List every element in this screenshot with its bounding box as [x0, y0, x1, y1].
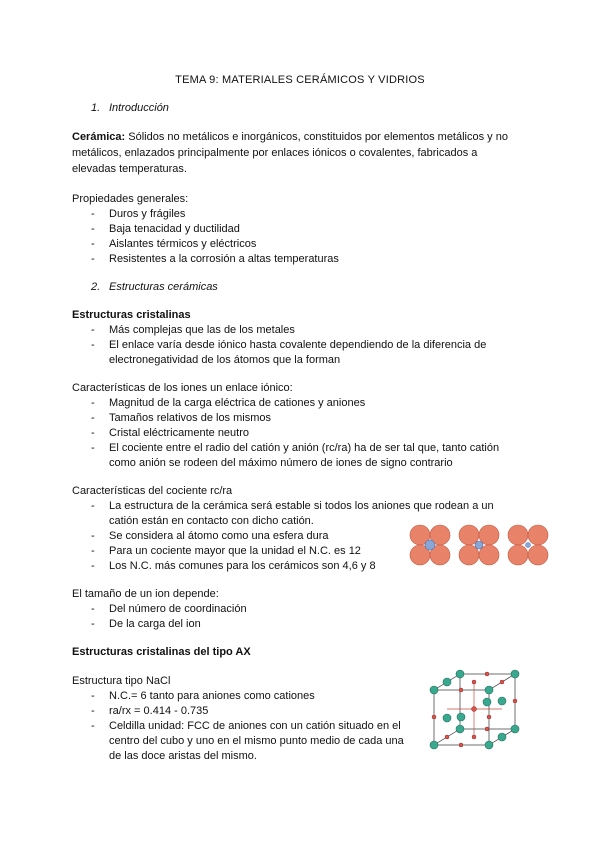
bullet-dash: -: [91, 238, 95, 250]
bullet-dash: -: [91, 324, 95, 336]
propiedades-item-4: Resistentes a la corrosión a altas temperaturas: [109, 253, 339, 265]
iones-heading: Características de los iones un enlace iónico:: [72, 382, 293, 394]
bullet-dash: -: [91, 339, 95, 351]
nacl-item-3-line1: Celdilla unidad: FCC de aniones con un catión situado en el: [109, 720, 401, 732]
bullet-dash: -: [91, 720, 95, 732]
section-1-label: Introducción: [109, 102, 169, 114]
bullet-dash: -: [91, 397, 95, 409]
bullet-dash: -: [91, 618, 95, 630]
propiedades-item-2: Baja tenacidad y ductilidad: [109, 223, 240, 235]
section-1-number: 1.: [91, 102, 101, 114]
coordination-spheres-figure: [405, 520, 565, 578]
nacl-item-3-line2: centro del cubo y uno en el mismo punto medio de cada una: [109, 735, 404, 747]
ax-heading: Estructuras cristalinas del tipo AX: [72, 646, 251, 658]
bullet-dash: -: [91, 427, 95, 439]
page-title: TEMA 9: MATERIALES CERÁMICOS Y VIDRIOS: [175, 74, 425, 86]
nacl-unit-cell-figure: [422, 668, 532, 756]
iones-item-3: Cristal eléctricamente neutro: [109, 427, 250, 439]
section-2-label: Estructuras cerámicas: [109, 281, 218, 293]
cociente-item-1-line2: catión están en contacto con dicho catión.: [109, 515, 314, 527]
bullet-dash: -: [91, 500, 95, 512]
section-2-number: 2.: [91, 281, 101, 293]
nacl-item-2: ra/rx = 0.414 - 0.735: [109, 705, 209, 717]
bullet-dash: -: [91, 545, 95, 557]
cociente-heading: Características del cociente rc/ra: [72, 485, 233, 497]
bullet-dash: -: [91, 412, 95, 424]
cristalinas-item-2-line1: El enlace varía desde iónico hasta covalente dependiendo de la diferencia de: [109, 339, 487, 351]
propiedades-heading: Propiedades generales:: [72, 193, 189, 205]
ceramica-term: Cerámica:: [72, 131, 126, 143]
cociente-item-3: Para un cociente mayor que la unidad el N.C. es 12: [109, 545, 361, 557]
nacl-item-3-line3: de las doce aristas del mismo.: [109, 750, 257, 762]
ceramica-def-line1: [72, 130, 508, 144]
tamano-item-2: De la carga del ion: [109, 618, 201, 630]
iones-item-4-line2: como anión se rodeen del máximo número de iones de signo contrario: [109, 457, 453, 469]
bullet-dash: -: [91, 208, 95, 220]
tamano-item-1: Del número de coordinación: [109, 603, 247, 615]
coordination-group-unstable: [508, 525, 548, 565]
cociente-item-4: Los N.C. más comunes para los cerámicos son 4,6 y 8: [109, 560, 376, 572]
bullet-dash: -: [91, 253, 95, 265]
cociente-item-1-line1: La estructura de la cerámica será estable si todos los aniones que rodean a un: [109, 500, 494, 512]
cristalinas-heading: Estructuras cristalinas: [72, 309, 191, 321]
iones-item-1: Magnitud de la carga eléctrica de cationes y aniones: [109, 397, 366, 409]
bullet-dash: -: [91, 690, 95, 702]
propiedades-item-3: Aislantes térmicos y eléctricos: [109, 238, 257, 250]
nacl-heading: Estructura tipo NaCl: [72, 675, 171, 687]
coordination-group-stable: [410, 525, 450, 565]
bullet-dash: -: [91, 603, 95, 615]
iones-item-2: Tamaños relativos de los mismos: [109, 412, 272, 424]
cristalinas-item-1: Más complejas que las de los metales: [109, 324, 295, 336]
bullet-dash: -: [91, 560, 95, 572]
nacl-item-1: N.C.= 6 tanto para aniones como cationes: [109, 690, 315, 702]
tamano-heading: El tamaño de un ion depende:: [72, 588, 219, 600]
coordination-group-middle: [459, 525, 499, 565]
ceramica-def-line3: elevadas temperaturas.: [72, 163, 187, 175]
ceramica-def-text: Sólidos no metálicos e inorgánicos, constituidos por elementos metálicos y no: [125, 131, 508, 143]
propiedades-item-1: Duros y frágiles: [109, 208, 186, 220]
bullet-dash: -: [91, 223, 95, 235]
bullet-dash: -: [91, 530, 95, 542]
cristalinas-item-2-line2: electronegatividad de los átomos que la forman: [109, 354, 341, 366]
bullet-dash: -: [91, 705, 95, 717]
iones-item-4-line1: El cociente entre el radio del catión y anión (rc/ra) ha de ser tal que, tanto catión: [109, 442, 500, 454]
cociente-item-2: Se considera al átomo como una esfera dura: [109, 530, 329, 542]
bullet-dash: -: [91, 442, 95, 454]
ceramica-def-line2: metálicos, enlazados principalmente por enlaces iónicos o covalentes, fabricados a: [72, 147, 478, 159]
